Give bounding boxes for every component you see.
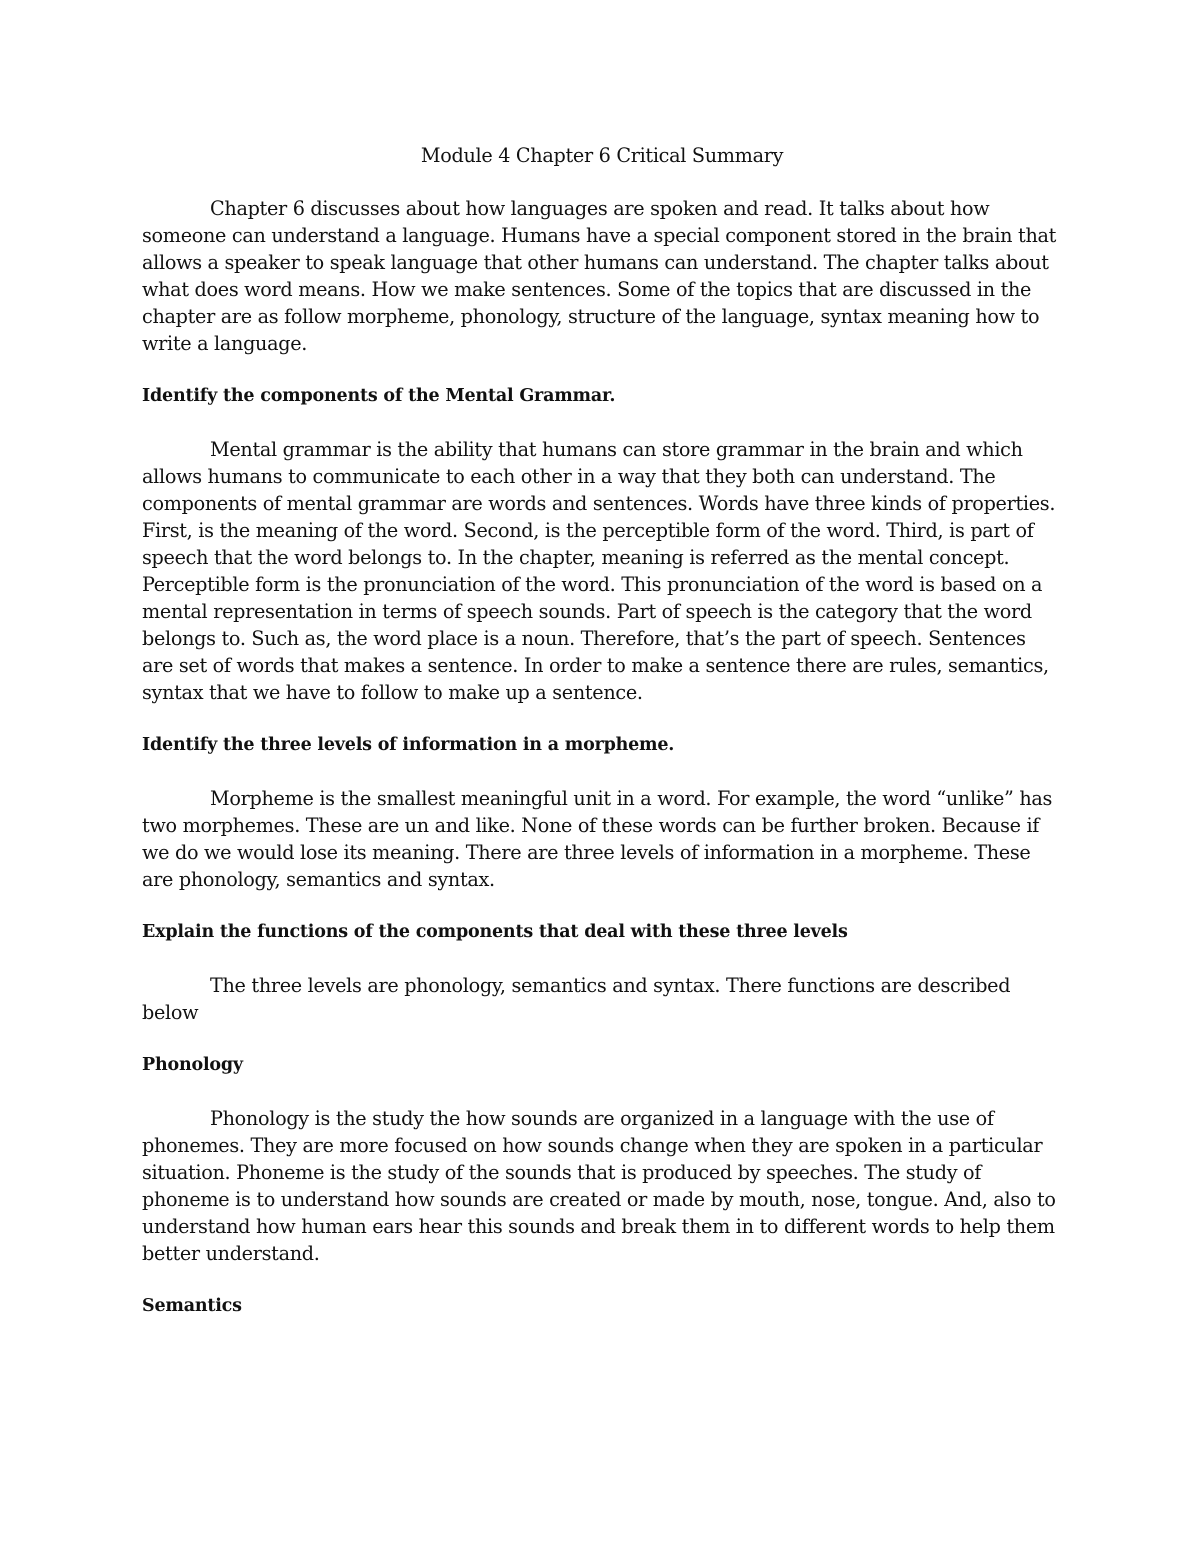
- document-title: Module 4 Chapter 6 Critical Summary: [420, 144, 784, 167]
- intro-paragraph: Chapter 6 discusses about how languages are spoken and read. It talks about how someone can understand a language. Humans have a special component stored in the brain that allows a speaker to speak language that other humans can understand. The chapter talks about what does word means. How we make sentences. Some of the topics that are discussed in the chapter are as follow morpheme, phonology, structure of the language, syntax meaning how to write a language.: [142, 197, 1057, 355]
- morpheme-paragraph: Morpheme is the smallest meaningful unit in a word. For example, the word “unlike” has two morphemes. These are un and like. None of these words can be further broken. Because if we do we would lose its meaning. There are three levels of information in a morpheme. These are phonology, semantics and syntax.: [142, 787, 1053, 891]
- document-body: [142, 142, 1062, 1346]
- phonology-paragraph: Phonology is the study the how sounds are organized in a language with the use of phonemes. They are more focused on how sounds change when they are spoken in a particular situation. Phoneme is the study of the sounds that is produced by speeches. The study of phoneme is to understand how sounds are created or made by mouth, nose, tongue. And, also to understand how human ears hear this sounds and break them in to different words to help them better understand.: [142, 1107, 1056, 1265]
- mental-grammar-paragraph: Mental grammar is the ability that humans can store grammar in the brain and which allows humans to communicate to each other in a way that they both can understand. The components of mental grammar are words and sentences. Words have three kinds of properties. First, is the meaning of the word. Second, is the perceptible form of the word. Third, is part of speech that the word belongs to. In the chapter, meaning is referred as the mental concept. Perceptible form is the pronunciation of the word. This pronunciation of the word is based on a mental representation in terms of speech sounds. Part of speech is the category that the word belongs to. Such as, the word place is a noun. Therefore, that’s the part of speech. Sentences are set of words that makes a sentence. In order to make a sentence there are rules, semantics, syntax that we have to follow to make up a sentence.: [142, 438, 1056, 704]
- section-heading-semantics: Semantics: [142, 1296, 242, 1316]
- section-heading-component-functions: Explain the functions of the components that deal with these three levels: [142, 922, 848, 942]
- section-heading-morpheme-levels: Identify the three levels of information in a morpheme.: [142, 735, 675, 755]
- component-functions-paragraph: The three levels are phonology, semantics and syntax. There functions are described below: [142, 974, 1011, 1024]
- section-heading-mental-grammar: Identify the components of the Mental Grammar.: [142, 386, 616, 406]
- section-heading-phonology: Phonology: [142, 1055, 243, 1075]
